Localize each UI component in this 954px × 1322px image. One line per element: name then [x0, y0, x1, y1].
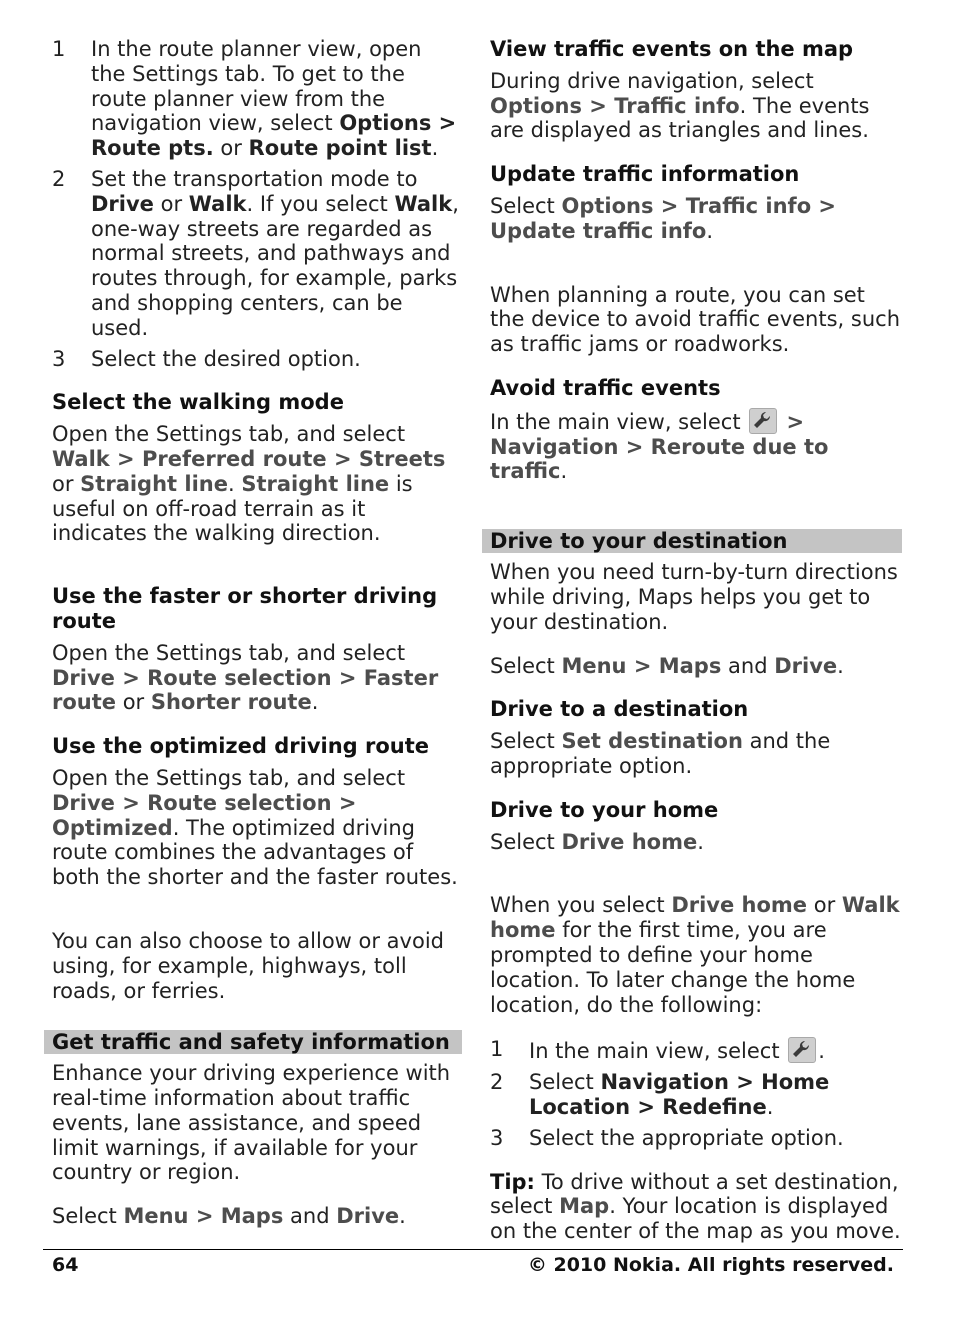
list-item: [52, 347, 462, 372]
list-item: [490, 1037, 902, 1064]
step-text: Select Navigation > Home Location > Redefine.: [529, 1070, 830, 1119]
footer-divider: [43, 1249, 903, 1250]
drive-home-heading: Drive to your home: [490, 797, 719, 822]
wrench-icon: [749, 408, 777, 434]
drive-select-text: Select Menu > Maps and Drive.: [490, 653, 844, 678]
home-location-text: When you select Drive home or Walk home for the first time, you are prompted to define your home location. To later change the home location, do the following:: [490, 893, 900, 1017]
step-number: 3: [490, 1125, 504, 1150]
tip-label: Tip:: [490, 1169, 535, 1194]
avoid-events-text: In the main view, select > Navigation > Reroute due to traffic.: [490, 409, 829, 484]
update-traffic-text: Select Options > Traffic info > Update traffic info.: [490, 193, 837, 243]
list-item: [490, 1070, 902, 1120]
planning-text: When planning a route, you can set the device to avoid traffic events, such as traffic jams or roadworks.: [490, 282, 901, 357]
right-column: [490, 37, 902, 1244]
list-item: [52, 37, 462, 161]
menu-path-options: Options: [339, 111, 432, 136]
view-events-heading: View traffic events on the map: [490, 37, 854, 61]
menu-path-route-point-list: Route point list: [248, 136, 432, 161]
view-events-text: During drive navigation, select Options > Traffic info. The events are displayed as triangles and lines.: [490, 68, 870, 143]
step-number: 2: [490, 1070, 504, 1095]
drive-home-text: Select Drive home.: [490, 829, 704, 854]
step-text: In the main view, select .: [529, 1039, 825, 1064]
step-text: Set the transportation mode to Drive or Walk. If you select Walk, one-way streets are regarded as normal streets, and pathways and routes through, for example, parks and shopping centers, can be used.: [91, 166, 459, 340]
optimized-route-text: Open the Settings tab, and select Drive > Route selection > Optimized. The optimized driving route combines the advantages of both the shorter and the faster routes.: [52, 765, 458, 890]
drive-destination-heading: Drive to a destination: [490, 697, 749, 722]
list-item: [490, 1126, 902, 1151]
wrench-icon: [788, 1037, 816, 1063]
traffic-intro-text: Enhance your driving experience with real-time information about traffic events, lane assistance, and speed limit warnings, if available for your country or region.: [52, 1061, 451, 1185]
avoid-events-heading: Avoid traffic events: [490, 375, 721, 400]
menu-path-route-pts: Route pts.: [91, 136, 214, 161]
update-traffic-heading: Update traffic information: [490, 162, 800, 187]
faster-route-text: Open the Settings tab, and select Drive > Route selection > Faster route or Shorter route.: [52, 640, 439, 715]
step-text: Select the desired option.: [91, 346, 361, 371]
section-title-drive: Drive to your destination: [482, 529, 902, 553]
walking-mode-text: Open the Settings tab, and select Walk > Preferred route > Streets or Straight line. Straight line is useful on off-road terrain as it indicates the walking direction.: [52, 422, 446, 546]
step-number: 1: [490, 1037, 504, 1062]
step-text: In the route planner view, open the Settings tab. To get to the route planner view from the navigation view, select Options > Route pts. or Route point list.: [91, 37, 457, 161]
tip-text: Tip: To drive without a set destination, select Map. Your location is displayed on the center of the map as you move.: [490, 1169, 901, 1244]
step-number: 2: [52, 166, 66, 191]
route-options-text: You can also choose to allow or avoid using, for example, highways, toll roads, or ferries.: [52, 928, 444, 1003]
optimized-route-heading: Use the optimized driving route: [52, 734, 430, 759]
walking-mode-heading: Select the walking mode: [52, 390, 344, 415]
section-title-traffic: Get traffic and safety information: [44, 1030, 462, 1054]
page-number: 64: [52, 1254, 79, 1276]
left-column: [52, 37, 462, 1229]
faster-route-heading: Use the faster or shorter driving route: [52, 584, 438, 633]
traffic-select-text: Select Menu > Maps and Drive.: [52, 1204, 406, 1229]
step-number: 1: [52, 37, 66, 61]
list-item: [52, 167, 462, 341]
step-text: Select the appropriate option.: [529, 1125, 844, 1150]
step-number: 3: [52, 346, 66, 371]
drive-destination-text: Select Set destination and the appropriate option.: [490, 729, 831, 778]
copyright-notice: © 2010 Nokia. All rights reserved.: [527, 1254, 894, 1276]
drive-intro-text: When you need turn-by-turn directions while driving, Maps helps you get to your destination.: [490, 560, 898, 634]
